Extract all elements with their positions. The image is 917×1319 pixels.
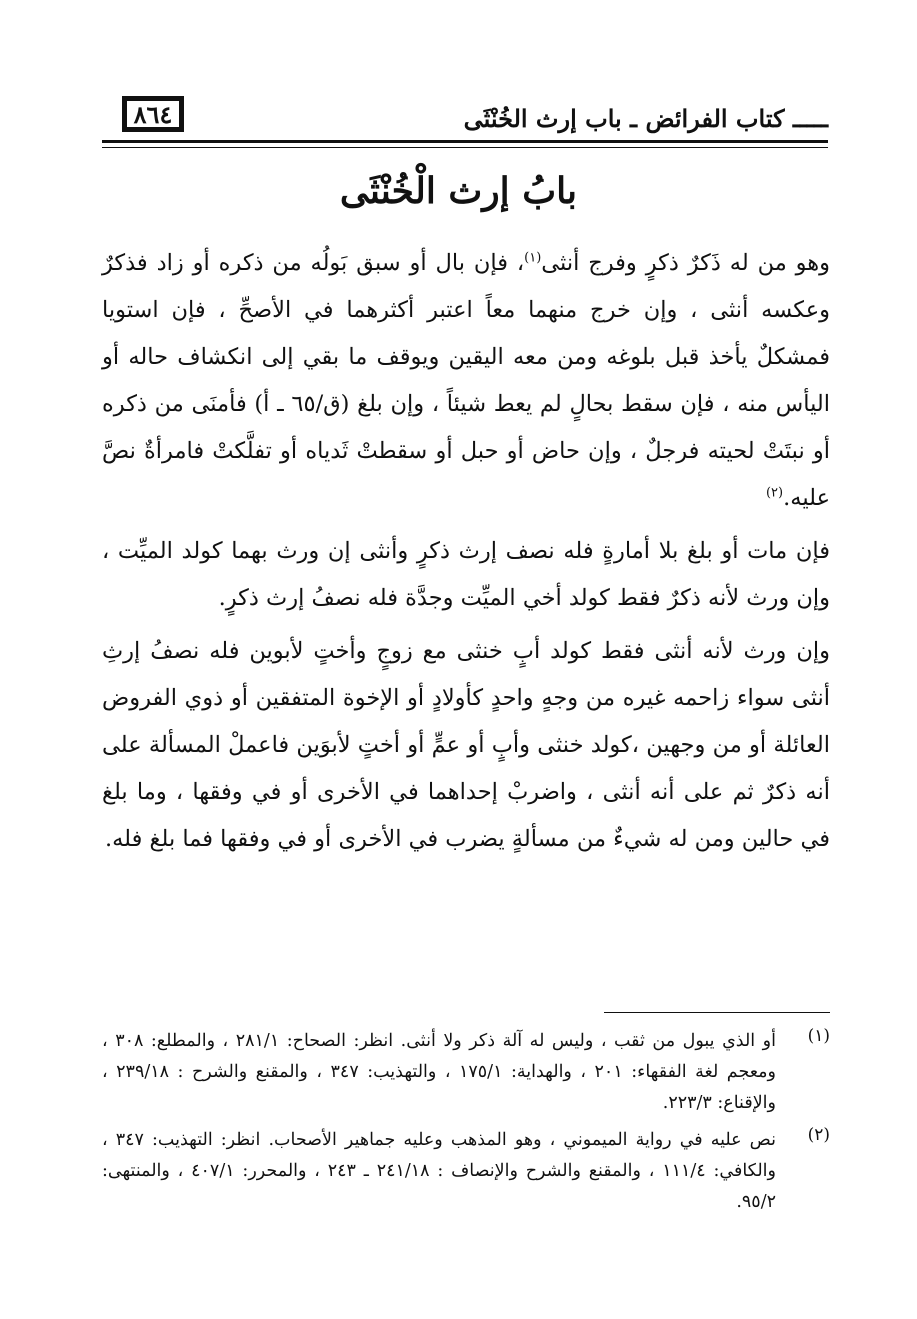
- body-text: [102, 240, 830, 863]
- footnote-ref: (٢): [765, 485, 784, 501]
- running-header: [102, 90, 828, 152]
- footnote-text: نص عليه في رواية الميموني ، وهو المذهب وعليه جماهير الأصحاب. انظر: التهذيب: ٣٤٧ ، والكافي: ١١١/٤ ، والمقنع والشرح والإنصاف : ٢٤١/١٨ ـ ٢٤٣ ، والمحرر: ٤٠٧/١ ، والمنتهى: ٩٥/٢.: [102, 1130, 776, 1212]
- footnote-ref: (١): [524, 250, 542, 266]
- paragraph: [102, 240, 830, 522]
- header-rule-thin: [102, 147, 828, 148]
- header-rule: [102, 140, 828, 143]
- footnote: [102, 1125, 830, 1218]
- footnote-text: أو الذي يبول من ثقب ، وليس له آلة ذكر ولا أنثى. انظر: الصحاح: ٢٨١/١ ، والمطلع: ٣٠٨ ، ومعجم لغة الفقهاء: ٢٠١ ، والهداية: ١٧٥/١ ، والتهذيب: ٣٤٧ ، والمقنع والشرح : ٢٣٩/١٨ ، والإقناع: ٢٢٣/٣.: [102, 1031, 777, 1113]
- page-number: ٨٦٤: [122, 96, 184, 132]
- footnote-marker: (٢): [807, 1125, 830, 1145]
- footnotes: [102, 1026, 830, 1224]
- chapter-title: بابُ إرث الْخُنْثَى: [339, 170, 578, 212]
- paragraph: فإن مات أو بلغ بلا أمارةٍ فله نصف إرث ذكرٍ وأنثى إن ورث بهما كولد الميِّت ، وإن ورث لأنه ذكرٌ فقط كولد أخي الميِّت وجدَّة فله نصفُ إرث ذكرٍ.: [102, 538, 830, 611]
- paragraph-text: وهو من له ذَكرٌ ذكرٍ وفرج أنثى: [541, 250, 830, 276]
- footnote-marker: (١): [807, 1026, 830, 1046]
- footnote-separator: [604, 1012, 830, 1013]
- footnote: [102, 1026, 830, 1119]
- running-title: ـــــ كتاب الفرائض ـ باب إرث الخُنْثَى: [463, 104, 828, 133]
- paragraph: وإن ورث لأنه أنثى فقط كولد أبٍ خنثى مع زوجٍ وأختٍ لأبوين فله نصفُ إرثِ أنثى سواء زاحمه غيره من وجهٍ واحدٍ كأولادٍ أو الإخوة المتفقين أو ذوي الفروض العائلة أو من وجهين ،كولد خنثى وأبٍ أو عمٍّ أو أختٍ لأبوَين فاعملْ المسألة على أنه ذكرٌ ثم على أنه أنثى ، واضربْ إحداهما في الأخرى أو في وفقها ، وما بلغ في حالين ومن له شيءٌ من مسألةٍ يضرب في الأخرى أو في وفقها فما بلغ فله.: [102, 638, 830, 852]
- paragraph-text-cont: ، فإن بال أو سبق بَولُه من ذكره أو زاد فذكرٌ وعكسه أنثى ، وإن خرج منهما معاً اعتبر أكثرهما في الأصحِّ ، فإن استويا فمشكلٌ يأخذ قبل بلوغه ومن معه اليقين ويوقف ما بقي إلى انكشاف حاله أو اليأس منه ، فإن سقط بحالٍ لم يعط شيئاً ، وإن بلغ (ق/٦٥ ـ أ) فأمنَى من ذكره أو نبتَتْ لحيته فرجلٌ ، وإن حاض أو حبل أو سقطتْ ثَدياه أو تفلَّكتْ فامرأةٌ نصَّ عليه.: [102, 250, 831, 511]
